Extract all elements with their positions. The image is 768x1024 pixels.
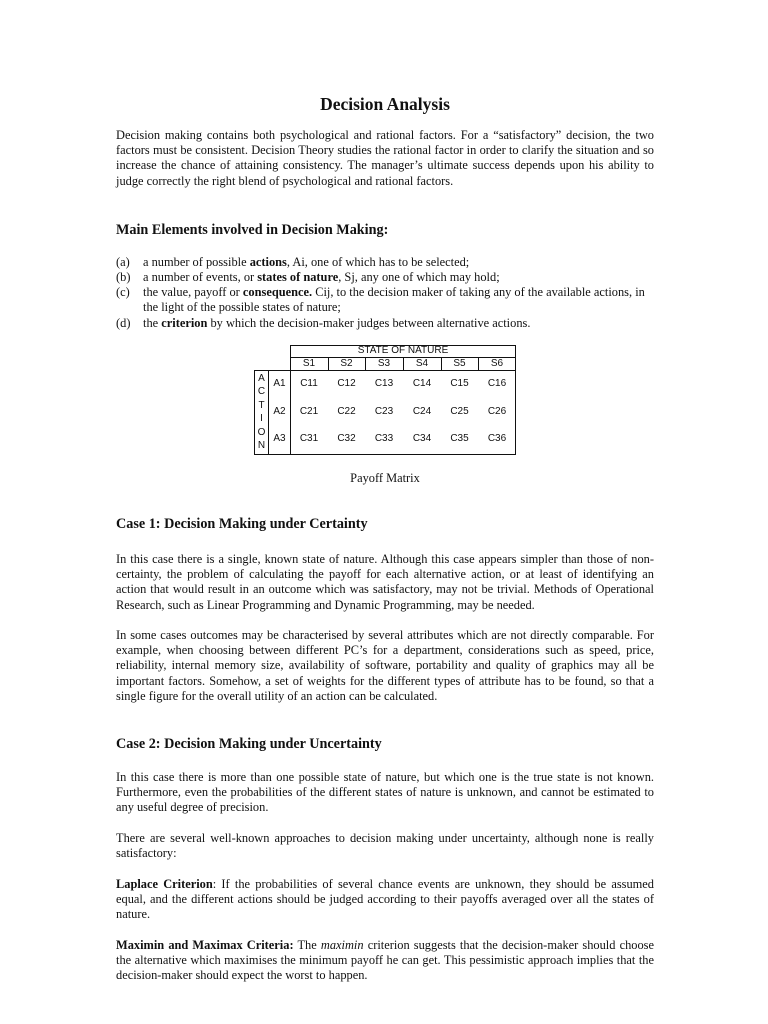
maximin-italic: maximin [320,938,364,952]
laplace-term: Laplace Criterion [116,877,213,891]
maximin-text: The [293,938,321,952]
action-letter: C [257,386,266,397]
matrix-cell: C35 [450,433,469,444]
matrix-column-label: S2 [340,358,353,369]
elements-heading: Main Elements involved in Decision Making: [116,222,389,238]
case1-paragraph-2: In some cases outcomes may be characterised by several attributes which are not directly comparable. For example, when choosing between different PC’s for a department, considerations such as speed, price, reliability, internal memory size, availability of software, portability and quality of graphics may all be important factors. Somehow, a set of weights for the different types of attribute has to be found, so that a single figure for the overall utility of an action can be calculated. [116,628,654,703]
list-item-label: (a) [116,255,130,269]
matrix-cell: C23 [374,406,394,417]
action-letter: T [258,400,265,411]
matrix-column-label: S5 [453,358,466,369]
matrix-cell: C25 [450,406,469,417]
matrix-cell: C13 [374,378,394,389]
case1-heading: Case 1: Decision Making under Certainty [116,516,368,532]
matrix-cell: C11 [300,378,318,389]
matrix-cell: C22 [337,406,356,417]
matrix-cell: C33 [374,433,394,444]
maximin-term: Maximin and Maximax Criteria: [116,938,294,952]
matrix-cell: C32 [337,433,356,444]
matrix-column-label: S4 [415,358,429,369]
matrix-cell: C14 [412,378,432,389]
laplace-paragraph [116,877,654,923]
matrix-row-label: A3 [273,433,286,444]
list-item-label: (c) [116,285,130,299]
list-item-text: a number of possible [143,255,250,269]
matrix-caption: Payoff Matrix [350,471,420,485]
list-item-term: consequence. [242,285,313,299]
action-letter: O [257,427,266,438]
list-item-text: the value, payoff or [143,285,243,299]
matrix-cell: C24 [412,406,432,417]
maximin-paragraph [116,938,654,984]
list-item-label: (d) [116,316,131,330]
matrix-header: STATE OF NATURE [357,345,449,356]
matrix-cell: C15 [450,378,469,389]
matrix-cell: C12 [337,378,356,389]
case2-paragraph-2: There are several well-known approaches to decision making under uncertainty, although none is really satisfactory: [116,831,654,861]
list-item-text: by which the decision-maker judges between alternative actions. [207,316,531,330]
action-letter: I [260,413,263,424]
matrix-column-label: S3 [377,358,391,369]
list-item-text: , Ai, one of which has to be selected; [286,255,470,269]
list-item-label: (b) [116,270,131,284]
matrix-cell: C34 [412,433,432,444]
matrix-cell: C36 [487,433,507,444]
case2-paragraph-1: In this case there is more than one possible state of nature, but which one is the true state is not known. Furthermore, even the probabilities of the different states of nature is unknown, and cannot be estimated to any useful degree of precision. [116,770,654,815]
matrix-cell: C16 [487,378,507,389]
matrix-row-label: A1 [273,378,286,389]
matrix-column-label: S6 [490,358,504,369]
list-item-term: states of nature [257,270,339,284]
action-letter: A [258,373,265,384]
list-item-text: , Sj, any one of which may hold; [338,270,500,284]
matrix-cell: C26 [487,406,507,417]
matrix-row-label: A2 [273,406,286,417]
list-item-term: actions [249,255,287,269]
matrix-cell: C21 [299,406,319,417]
payoff-matrix [254,345,516,455]
laplace-text: : If the probabilities of several chance events are unknown, they should be assumed equal, and the different actions should be judged according to their payoffs averaged over all the states of nature. [116,877,654,922]
matrix-cell: C31 [299,433,319,444]
list-item-text: Cij, to the decision maker of taking any of the available actions, in the light of the possible states of nature; [143,285,645,315]
matrix-column-label: S1 [302,358,316,369]
case2-heading: Case 2: Decision Making under Uncertainty [116,736,382,752]
list-item-text: a number of events, or [143,270,258,284]
page-title: Decision Analysis [320,94,450,114]
intro-paragraph: Decision making contains both psychological and rational factors. For a “satisfactory” decision, the two factors must be consistent. Decision Theory studies the rational factor in order to clarify the situation and so increase the chance of attaining consistency. The manager’s ultimate success depends upon his ability to judge correctly the right blend of psychological and rational factors. [116,128,654,188]
maximin-text: criterion suggests that the decision-maker should choose the alternative which maximises the minimum payoff he can get. This pessimistic approach implies that the decision-maker should expect the worst to happen. [116,938,654,983]
case1-paragraph-1: In this case there is a single, known state of nature. Although this case appears simpler than those of non-certainty, the problem of calculating the payoff for each alternative action, or at least of identifying an action that would result in an outcome which was satisfactory, may not be trivial. Methods of Operational Research, such as Linear Programming and Dynamic Programming, may be needed. [116,552,654,612]
action-letter: N [257,440,266,451]
list-item-text: the [143,316,162,330]
list-item-term: criterion [161,316,208,330]
